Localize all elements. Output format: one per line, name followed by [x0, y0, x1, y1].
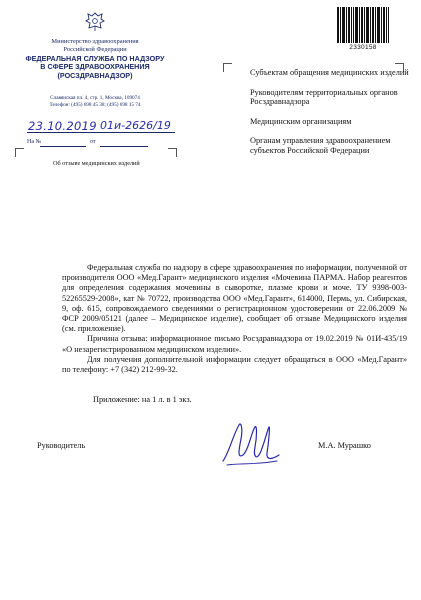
- agency-address: Славянская пл. 4, стр. 1, Москва, 109074 Телефон: (495) 698 45 38; (495) 698 15 74: [49, 95, 141, 108]
- body-paragraph: Причина отзыва: информационное письмо Росздравнадзора от 19.02.2019 № 01И-435/19 «О незарегистрированном медицинском изделии».: [62, 334, 407, 354]
- body-paragraph: Для получения дополнительной информации следует обращаться в ООО «Мед.Гарант» по телефону: +7 (342) 212-99-32.: [62, 354, 407, 375]
- recipient-item: Субъектам обращения медицинских изделий: [250, 68, 409, 77]
- subject-bracket-right: [168, 148, 177, 157]
- reference-date-line: [100, 146, 148, 147]
- signature-icon: [219, 415, 285, 473]
- signer-title: Руководитель: [37, 441, 86, 450]
- registration-line: [27, 132, 175, 133]
- coat-of-arms-icon: [83, 10, 107, 34]
- recipient-item: Органам управления здравоохранением субъектов Российской Федерации: [250, 136, 391, 155]
- reference-from-label: от: [90, 139, 96, 145]
- barcode-number: 2330158: [349, 44, 377, 51]
- recipient-item: Медицинским организациям: [250, 116, 352, 126]
- letter-subject: Об отзыве медицинских изделий: [53, 160, 140, 167]
- recipients-block: [250, 68, 410, 166]
- recipients-bracket-left: [223, 63, 232, 72]
- letter-body: [62, 263, 407, 375]
- signer-name: М.А. Мурашко: [318, 441, 371, 450]
- agency-name: ФЕДЕРАЛЬНАЯ СЛУЖБА ПО НАДЗОРУ В СФЕРЕ ЗДРАВООХРАНЕНИЯ (РОСЗДРАВНАДЗОР): [25, 54, 165, 80]
- registration-date: 23.10.2019: [28, 119, 97, 133]
- ministry-name: Министерство здравоохранения Российской Федерации: [51, 38, 139, 53]
- attachment-note: Приложение: на 1 л. в 1 экз.: [93, 395, 192, 404]
- body-paragraph: Федеральная служба по надзору в сфере здравоохранения по информации, полученной от производителя ООО «Мед.Гарант» медицинского изделия «Мочевина ПАРМА. Набор реагентов для определения содержания мочевины в сыворотке, плазме крови и моче. ТУ 9398-003-52265529-2008», кат № 70722, производства ООО «Мед.Гарант», 614000, Пермь, ул. Сибирская, 9, оф. 615, сопровождаемого сведениями о регистрационном удостоверении от 22.06.2009 № ФСР 2009/05121 (далее – Медицинское изделие), сообщает об отзыве Медицинского изделия (см. приложение).: [62, 263, 407, 334]
- recipient-item: Руководителям территориальных органов Росздравнадзора: [250, 87, 398, 107]
- reference-line: [40, 146, 86, 147]
- registration-number: 01и-2626/19: [100, 119, 171, 132]
- reference-label: На №: [27, 139, 42, 145]
- barcode-icon: [337, 7, 389, 43]
- subject-bracket-left: [15, 148, 24, 157]
